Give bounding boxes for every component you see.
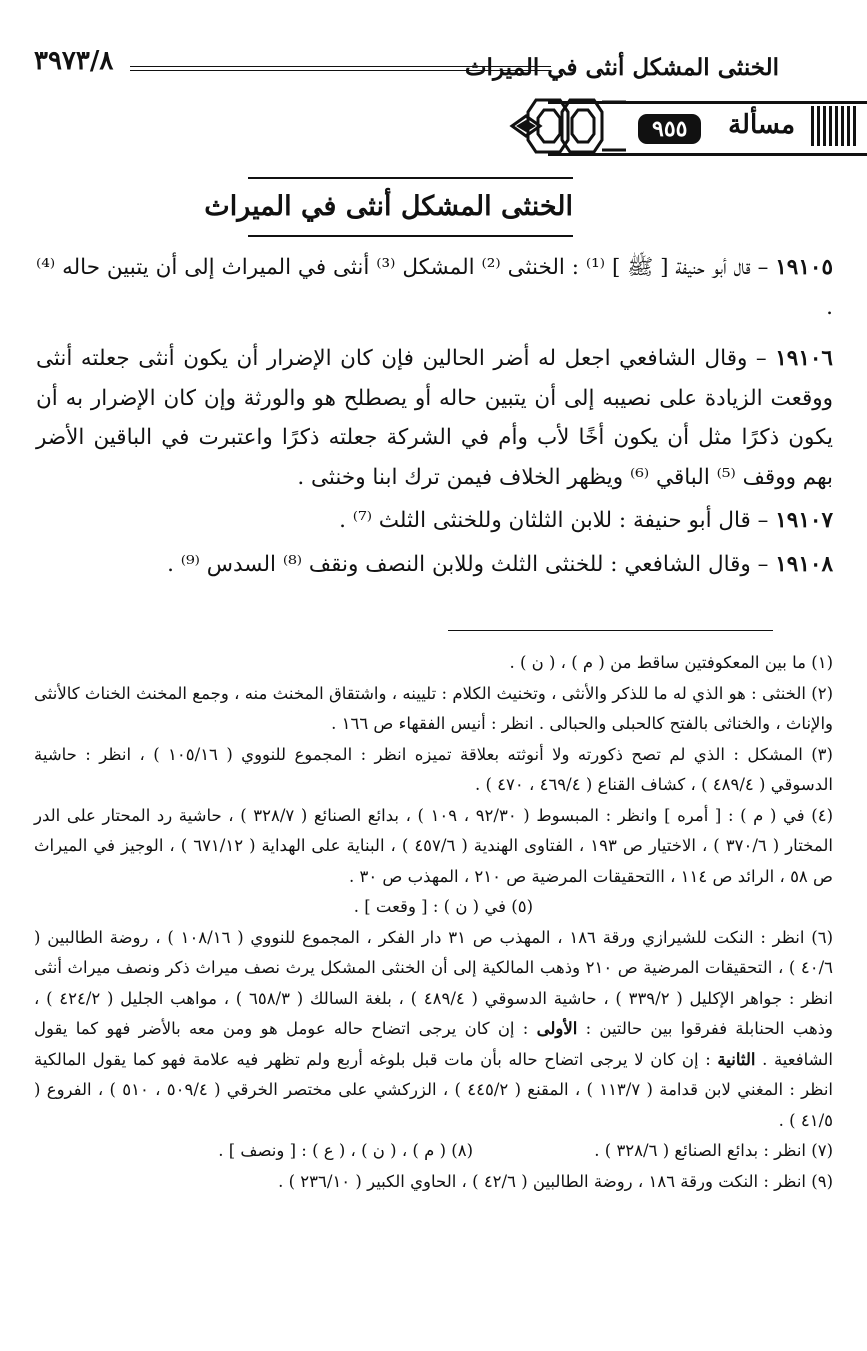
- footnote-2: (٢) الخنثى : هو الذي له ما للذكر والأنثى ، وتخنيث الكلام : تليينه ، واشتقاق المخنث منه ، وجمع المخنث الخناث كالأنثى والإناث ، والخناثى بالفتح كالحبلى والحبالى . انظر : أنيس الفقهاء ص ١٦٦ .: [34, 683, 833, 733]
- hatch-decoration: [811, 106, 859, 146]
- footnote-7: (٧) انظر : بدائع الصنائع ( ٣٢٨/٦ ) .: [594, 1141, 833, 1160]
- footnote-6-second-label: الثانية: [717, 1049, 756, 1069]
- main-text: [36, 248, 833, 584]
- footnote-6-first-label: الأولى: [536, 1019, 578, 1038]
- paragraph-text: – قال أبو حنيفة [ ﷺ ] ⁽¹⁾ : الخنثى ⁽²⁾ المشكل ⁽³⁾ أنثى في الميراث إلى أن يتبين حاله ⁽⁴⁾ .: [36, 255, 833, 320]
- paragraph-19108: [36, 545, 833, 585]
- footnote-6: (٦) انظر : النكت للشيرازي ورقة ١٨٦ ، المهذب ص ٣١ دار الفكر ، المجموع للنووي ( ١٠٨/١٦ ) ، روضة الطالبين ( ٤٠/٦ ) ، التحقيقات المرضية ص ٢١٠ وذهب المالكية إلى أن الخنثى المشكل يرث نصف ميراث ذكر ونصف ميراث أنثى انظر : جواهر الإكليل ( ٣٣٩/٢ ) ، حاشية الدسوقي ( ٤٨٩/٤ ) ، بلغة السالك ( ٦٥٨/٣ ) ، مواهب الجليل ( ٤٢٤/٢ ) ، وذهب الحنابلة ففرقوا بين حالتين : الأولى : إن كان يرجى اتضاح حاله عومل هو ومن معه بالأضر فهو كما يقول الشافعية . الثانية : إن كان لا يرجى اتضاح حاله بأن مات قبل بلوغه أربع ولم تظهر فيه علامة فهو كما يقول المالكية انظر : المغني لابن قدامة ( ١١٣/٧ ) ، المقنع ( ٤٤٥/٢ ) ، الزركشي على مختصر الخرقي ( ٥٠٩/٤ ، ٥١٠ ) ، الفروع ( ٤١/٥ ) .: [34, 927, 834, 1130]
- header-rule-2: [130, 70, 551, 71]
- footnotes-7-8: [34, 1136, 833, 1167]
- footnote-5: (٥) في ( ن ) : [ وقعت ] .: [353, 897, 533, 916]
- masala-label: مسألة: [728, 110, 795, 140]
- footnote-3: (٣) المشكل : الذي لم تصح ذكورته ولا أنوثته بعلاقة تميزه انظر : المجموع للنووي ( ١٠٥/١٦ ) ، انظر : حاشية الدسوقي ( ٤٨٩/٤ ) ، كشاف القناع ( ٤٦٩/٤ ، ٤٧٠ ) .: [34, 744, 833, 794]
- section-title: الخنثى المشكل أنثى في الميراث: [204, 191, 573, 222]
- paragraph-number: ١٩١٠٦: [775, 346, 833, 371]
- masala-number-badge: ٩٥٥: [638, 114, 701, 144]
- running-header-title: الخنثى المشكل أنثى في الميراث: [464, 54, 779, 81]
- paragraph-number: ١٩١٠٨: [775, 551, 833, 577]
- footnote-4: (٤) في ( م ) : [ أمره ] وانظر : المبسوط ( ٩٢/٣٠ ، ١٠٩ ) ، بدائع الصنائع ( ٣٢٨/٧ ) ، حاشية رد المحتار على الدر المختار ( ٣٧٠/٦ ) ، الاختيار ص ١٩٣ ، الفتاوى الهندية ( ٤٥٧/٦ ) ، البناية على الهداية ( ٦٧١/١٢ ) ، الوجيز في الميراث ص ٥٨ ، الرائد ص ١١٤ ، االتحقيقات المرضية ص ٢١٠ ، المهذب ص ٣٠ .: [34, 805, 833, 886]
- paragraph-19107: [36, 501, 833, 541]
- paragraph-number: ١٩١٠٧: [775, 508, 833, 533]
- section-title-box: [204, 177, 573, 237]
- footnote-1: (١) ما بين المعكوفتين ساقط من ( م ) ، ( ن ) .: [509, 653, 833, 672]
- paragraph-text: – وقال الشافعي : للخنثى الثلث وللابن النصف ونقف ⁽⁸⁾ السدس ⁽⁹⁾ .: [167, 551, 769, 577]
- ornament-icon: [506, 94, 626, 158]
- paragraph-19105: [36, 248, 833, 327]
- paragraph-number: ١٩١٠٥: [775, 255, 833, 280]
- paragraph-19106: [36, 339, 833, 497]
- running-header-page-ref: ٣٩٧٣/٨: [34, 46, 114, 76]
- paragraph-text: – قال أبو حنيفة : للابن الثلثان وللخنثى الثلث ⁽⁷⁾ .: [339, 508, 769, 533]
- header-rule: [130, 66, 551, 67]
- footnotes: [34, 648, 833, 1197]
- footnote-9: (٩) انظر : النكت ورقة ١٨٦ ، روضة الطالبين ( ٤٢/٦ ) ، الحاوي الكبير ( ٢٣٦/١٠ ) .: [278, 1171, 833, 1191]
- paragraph-text: – وقال الشافعي اجعل له أضر الحالين فإن كان الإضرار أن يكون أنثى جعلته أنثى ووقعت الزيادة على نصيبه إلى أن يتبين حاله أو يصطلح هو والورثة وإن كان الإضرار به أن يكون ذكرًا مثل أن يكون أخًا لأب وأم في الشركة جعلته ذكرًا واعتبرت في الباقين الأضر بهم ووقف ⁽⁵⁾ الباقي ⁽⁶⁾ ويظهر الخلاف فيمن ترك ابنا وخنثى .: [36, 346, 833, 490]
- footnote-8: (٨) ( م ) ، ( ن ) ، ( ع ) : [ ونصف ] .: [218, 1141, 473, 1160]
- footnote-separator: [448, 630, 773, 631]
